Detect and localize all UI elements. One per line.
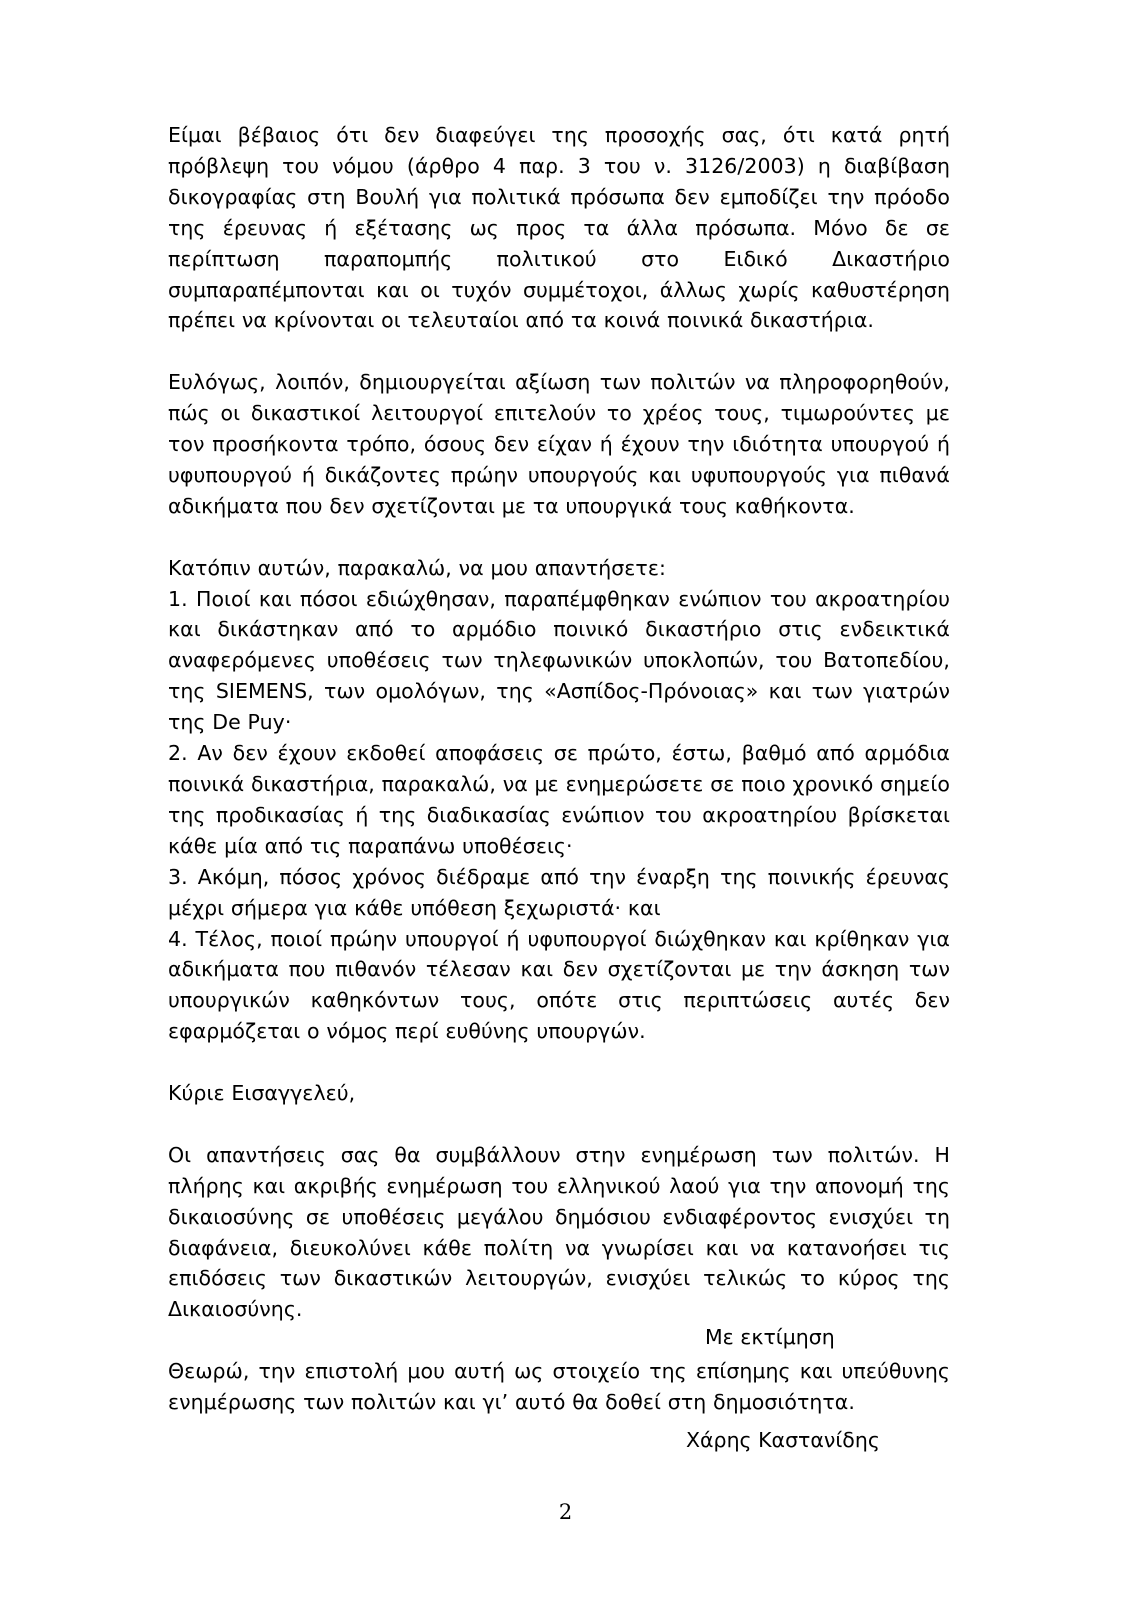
signature-spacer bbox=[168, 1353, 950, 1425]
paragraph-spacer bbox=[168, 522, 950, 553]
paragraph-spacer bbox=[168, 1109, 950, 1140]
document-body bbox=[168, 120, 950, 1418]
paragraph-1: Είμαι βέβαιος ότι δεν διαφεύγει της προσοχής σας, ότι κατά ρητή πρόβλεψη του νόμου (άρθρο 4 παρ. 3 του ν. 3126/2003) η διαβίβαση δικογραφίας στη Βουλή για πολιτικά πρόσωπα δεν εμποδίζει την πρόοδο της έρευνας ή εξέτασης ως προς τα άλλα πρόσωπα. Μόνο δε σε περίπτωση παραπομπής πολιτικού στο Ειδικό Δικαστήριο συμπαραπέμπονται και οι τυχόν συμμέτοχοι, άλλως χωρίς καθυστέρηση πρέπει να κρίνονται οι τελευταίοι από τα κοινά ποινικά δικαστήρια. bbox=[168, 123, 950, 333]
paragraph-3: Οι απαντήσεις σας θα συμβάλλουν στην ενημέρωση των πολιτών. Η πλήρης και ακριβής ενημέρωση του ελληνικού λαού για την απονομή της δικαιοσύνης σε υποθέσεις μεγάλου δημόσιου ενδιαφέροντος ενισχύει τη διαφάνεια, διευκολύνει κάθε πολίτη να γνωρίσει και να κατανοήσει τις επιδόσεις των δικαστικών λειτουργών, ενισχύει τελικώς το κύρος της Δικαιοσύνης. bbox=[168, 1142, 950, 1322]
list-item-3: 3. Ακόμη, πόσος χρόνος διέδραμε από την έναρξη της ποινικής έρευνας μέχρι σήμερα για κάθε υπόθεση ξεχωριστά· και bbox=[168, 864, 950, 920]
list-intro: Κατόπιν αυτών, παρακαλώ, να μου απαντήσετε: bbox=[168, 555, 666, 580]
list-item-2: 2. Αν δεν έχουν εκδοθεί αποφάσεις σε πρώτο, έστω, βαθμό από αρμόδια ποινικά δικαστήρια, παρακαλώ, να με ενημερώσετε σε ποιο χρονικό σημείο της προδικασίας ή της διαδικασίας ενώπιον του ακροατηρίου βρίσκεται κάθε μία από τις παραπάνω υποθέσεις· bbox=[168, 741, 950, 858]
signoff-text: Με εκτίμηση bbox=[705, 1325, 835, 1349]
paragraph-spacer bbox=[168, 1047, 950, 1078]
page-number: 2 bbox=[558, 1500, 573, 1524]
closing-block bbox=[168, 1322, 950, 1456]
salutation: Κύριε Εισαγγελεύ, bbox=[168, 1081, 356, 1106]
paragraph-2: Ευλόγως, λοιπόν, δημιουργείται αξίωση των πολιτών να πληροφορηθούν, πώς οι δικαστικοί λειτουργοί επιτελούν το χρέος τους, τιμωρούντες με τον προσήκοντα τρόπο, όσους δεν είχαν ή έχουν την ιδιότητα υπουργού ή υφυπουργού ή δικάζοντες πρώην υπουργούς και υφυπουργούς για πιθανά αδικήματα που δεν σχετίζονται με τα υπουργικά τους καθήκοντα. bbox=[168, 370, 950, 518]
paragraph-4: Θεωρώ, την επιστολή μου αυτή ως στοιχείο της επίσημης και υπεύθυνης ενημέρωσης των πολιτών και γι’ αυτό θα δοθεί στη δημοσιότητα. bbox=[168, 1359, 950, 1415]
signature-name: Χάρης Καστανίδης bbox=[686, 1427, 880, 1452]
paragraph-spacer bbox=[168, 336, 950, 367]
list-item-4: 4. Τέλος, ποιοί πρώην υπουργοί ή υφυπουργοί διώχθηκαν και κρίθηκαν για αδικήματα που πιθανόν τέλεσαν και δεν σχετίζονται με την άσκηση των υπουργικών καθηκόντων τους, οπότε στις περιπτώσεις αυτές δεν εφαρμόζεται ο νόμος περί ευθύνης υπουργών. bbox=[168, 926, 950, 1044]
list-item-1: 1. Ποιοί και πόσοι εδιώχθησαν, παραπέμφθηκαν ενώπιον του ακροατηρίου και δικάστηκαν από το αρμόδιο ποινικό δικαστήριο στις ενδεικτικά αναφερόμενες υποθέσεις των τηλεφωνικών υποκλοπών, του Βατοπεδίου, της SIEMENS, των ομολόγων, της «Ασπίδος-Πρόνοιας» και των γιατρών της De Puy· bbox=[168, 586, 950, 735]
